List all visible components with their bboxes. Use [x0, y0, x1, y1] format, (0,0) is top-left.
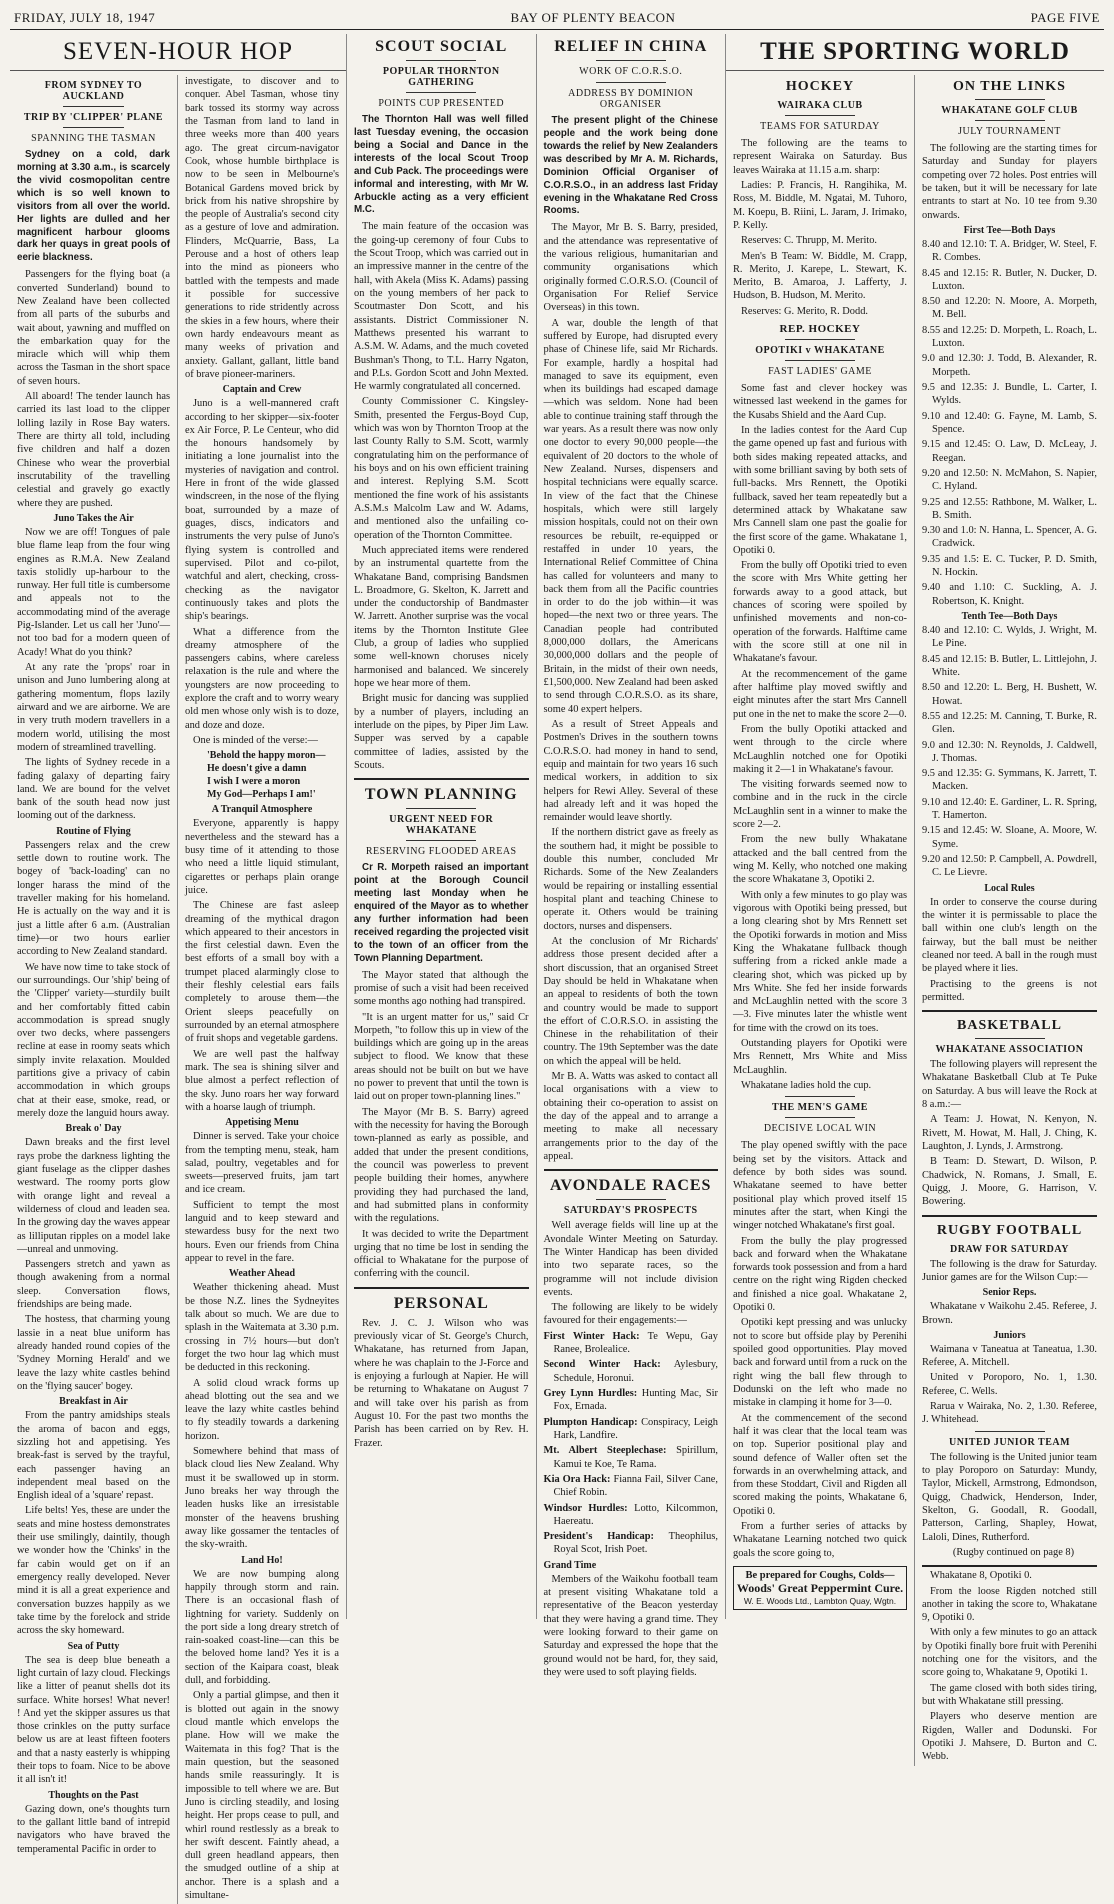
crosshead: Grand Time	[543, 1559, 597, 1571]
paragraph: Ladies: P. Francis, H. Rangihika, M. Ross, M. Biddle, M. Ngatai, M. Tuhoro, M. Koepu, B. Riini, L. Jaram, J. Irimako, P. Kelly.	[733, 179, 907, 231]
tee-time: 9.25 and 12.55: Rathbone, M. Walker, L. B. Smith.	[922, 496, 1097, 521]
avondale-headline: AVONDALE RACES	[550, 1177, 712, 1195]
links-column	[915, 75, 1104, 1766]
paragraph: As a result of Street Appeals and Postmen's Drives in the southern towns C.O.R.S.O. had money in hand to send, equip and maintain for two years 16 such medical workers, in addition to six helpers for Rewi Alley. Several of these had already left and it was hoped the remainder would leave shortly.	[543, 718, 718, 824]
paragraph: Passengers for the flying boat (a converted Sunderland) bound to New Zealand have been collected from all parts of the suburbs and wait about, yawning and muffled on the embarkation quay for the miracle which will whip them across the Tasman in the short space of seven hours.	[17, 269, 170, 387]
paragraph: The main feature of the occasion was the going-up ceremony of four Cubs to the Scout Troop, which was carried out in an impressive manner in the centre of the hall, with Akela (Miss K. Adams) passing on the young members of her pack to Scoutmaster Don Scott, and his assistants. District Commissioner N. Matthews presented his warrant to A.S.M. W. Adams, and the much coveted Bushman's Thong, to T.L. Harry Ngaton, and P.Ls. Gordon Scott and John Mexted. He warmly congratulated all concerned.	[354, 221, 529, 393]
race-name: Mt. Albert Steeplechase:	[543, 1445, 667, 1457]
hop-subhead-2: TRIP BY 'CLIPPER' PLANE	[23, 112, 164, 123]
links-subhead-2: JULY TOURNAMENT	[958, 126, 1061, 137]
crosshead: Senior Reps.	[982, 1287, 1037, 1299]
paragraph: Weather thickening ahead. Must be those N.Z. lines the Sydneyites talk about so much. We are due to splash in the Waitemata at 3.30 p.m. crossing in 7½ hours—but don't forget the two hour lag which must be deducted in this reckoning.	[185, 1282, 339, 1374]
tee-time: 9.20 and 12.50: P. Campbell, A. Powdrell, C. Le Lievre.	[922, 854, 1097, 879]
tee-time: 8.50 and 12.20: L. Berg, H. Bushett, W. Howat.	[922, 682, 1097, 707]
verse-line: My God—Perhaps I am!'	[207, 789, 316, 801]
divider	[63, 106, 124, 107]
divider	[785, 1117, 855, 1118]
scout-lead: The Thornton Hall was well filled last Tuesday evening, the occasion being a Social and Dance in the interests of the local Scout Troop and Cub Pack. The proceedings were informal and interesting, with Mr W. Arbuckle acting as a very efficient M.C.	[354, 114, 529, 216]
paragraph: Whakatane ladies hold the cup.	[741, 1080, 872, 1091]
paragraph: Players who deserve mention are Rigden, Waller and Dodunski. For Opotiki J. Mahsere, D. Burton and C. Webb.	[922, 1711, 1097, 1763]
paragraph: In order to conserve the course during the winter it is permissable to place the ball within one club's length on the fairway, but the ball must be neither cleaned nor teed. A ball in the rough must be played where it lies.	[922, 896, 1097, 975]
paragraph: Dawn breaks and the first level rays probe the darkness lighting the giant fuselage as the clipper dashes westward. The roomy ports glow with orange light and reveal a wilderness of cloud and leaden sea. In the growing day the waves appear as lilliputan ripples on a model lake—unreal and unmoving.	[17, 1137, 170, 1255]
crosshead: Weather Ahead	[228, 1268, 296, 1280]
paragraph: With only a few minutes to go an attack by Opotiki finally bore fruit with Perenihi notching one for the visitors, and the score going to, Whakatane 9, Opotiki 1.	[922, 1627, 1097, 1679]
race-tip	[544, 1473, 719, 1500]
crosshead: Appetising Menu	[225, 1117, 299, 1129]
race-name: Second Winter Hack:	[543, 1359, 661, 1371]
race-tip	[544, 1444, 719, 1471]
divider	[975, 99, 1045, 100]
town-subhead-1: URGENT NEED FOR WHAKATANE	[389, 814, 494, 837]
hockey-men-head: THE MEN'S GAME	[772, 1102, 868, 1114]
race-horses: Aylesbury, Schedule, Horonui.	[553, 1359, 718, 1384]
race-name: Kia Ora Hack:	[543, 1473, 611, 1485]
race-tip	[544, 1330, 719, 1357]
verse	[207, 749, 339, 801]
paragraph: Reserves: G. Merito, R. Dodd.	[741, 305, 868, 317]
sport-headline-box	[726, 34, 1104, 71]
divider	[785, 339, 855, 340]
paragraph: Some fast and clever hockey was witnessed last weekend in the games for the Kusabs Shield and the Aard Cup.	[733, 383, 907, 421]
hockey-match-head: OPOTIKI v WHAKATANE	[755, 345, 885, 357]
paragraph: It was decided to write the Department urging that no time be lost in sending the official to Whakatane for the purpose of conferring with the council.	[354, 1228, 529, 1280]
paragraph: The following is the United junior team to play Poroporo on Saturday: Mundy, Taylor, Mickell, Armstrong, Edmondson, Quigg, Chadwick, Henderson, Inder, Skelton, G. Goodall, R. Goodall, Patterson, Carling, Shapley, Howat, Laloli, Dines, Rutherford.	[922, 1451, 1097, 1543]
race-name: Grey Lynn Hurdles:	[543, 1388, 638, 1399]
paragraph: Whakatane v Waikohu 2.45. Referee, J. Brown.	[922, 1301, 1097, 1326]
paragraph: At any rate the 'props' roar in unison and Juno lumbering along at gathering momentum, flops lazily airward and we are airborne. We are in very truth modern travellers in a modern world, utilising the most modern of streamlined travelling.	[17, 662, 170, 753]
paragraph: Only a partial glimpse, and then it is blotted out again in the snowy cloud mantle which envelops the plane. How will we make the Waitemata in this fog? That is the main question, but the seasoned hands smile reassuringly. It is impossible to tell where we are. But Juno is circling steadily, and losing height. Her props cease to pull, and whirl round restlessly as a break to her swift descent. Faintly ahead, a dull green headland appears, then the smudged outline of a ship at anchor. There is a splash and a simultane-	[185, 1690, 339, 1902]
relief-subhead-2: ADDRESS BY DOMINION ORGANISER	[568, 88, 694, 110]
tee-time: 8.45 and 12.15: B. Butler, L. Littlejohn, J. White.	[922, 653, 1097, 678]
paragraph: investigate, to discover and to conquer. Abel Tasman, whose tiny bark tossed its stormy way across the Tasman from land to land in three weeks more than 400 years ago. The great circum-navigator Cook, whose humble birthplace is now to be seen in Melbourne's Botanical Gardens moved brick by brick from his native shropshire by the people of Australia's second city as a gesture of love and admiration. Flinders, McQuarrie, Bass, La Perouse and a host of others leap into the mind as pioneers who battled with the tempests and made it possible for successive generations to ride stridently across the skies in a few hours, where their own hardy endeavours meant as many weeks of privation and anxiety. Gallant, gallant, little band of brave pioneer-mariners.	[185, 76, 339, 380]
hockey-continued-box	[922, 1565, 1097, 1763]
divider	[975, 1038, 1045, 1039]
paragraph: What a difference from the dreamy atmosphere of the passengers cabins, where careless relaxation is the rule and where the youngsters are now proceeding to explore the craft and to worry weary old men whose only wish is to doze, and doze and doze.	[185, 626, 339, 731]
paragraph: From the bully the play progressed back and forward when the Whakatane forwards took possession and from a hard centre on the right wing Rigden checked and finished a nice goal. Whakatane 2, Opotiki 0.	[733, 1235, 907, 1314]
hop-subhead-1: FROM SYDNEY TO AUCKLAND	[44, 80, 143, 102]
paragraph: Much appreciated items were rendered by an instrumental quartette from the Whakatane Band, comprising Bandsmen L. Broadmore, G. Skelton, K. Jarrett and under the conductorship of Bandmaster W. Jarrett. Another surprise was the vocal items by the Thornton Institute Glee Club, a group of ladies who supplied some well-known choruses nicely harmonised and balanced. We sincerely hope we hear more of them.	[354, 544, 529, 689]
paragraph: At the recommencement of the game after halftime play moved swiftly and eight minutes after the start Mrs Cannell put one in the net to make the score 2—0.	[733, 668, 907, 720]
links-subhead-1: WHAKATANE GOLF CLUB	[941, 105, 1078, 116]
race-horses: Fianna Fail, Silver Cane, Chief Robin.	[553, 1473, 718, 1499]
tee-time: 9.35 and 1.5: E. C. Tucker, P. D. Smith, N. Hockin.	[922, 553, 1097, 579]
divider	[975, 1431, 1045, 1432]
paragraph: A war, double the length of that suffered by Europe, had disrupted every phase of Chinese life, said Mr Richards. For example, hardly a hospital had managed to save its equipment, even when its buildings had escaped damage—which was seldom. None had been able to continue training staff through the war years. As a result there was now only one doctor to every 90,000 people—the equivalent of 20 doctors to the whole of New Zealand. Nurses, dispensers and hospital technicians were equally scarce. In view of the fact that the Chinese hospitals, which were still largely mission hospitals, could not on their own resources be rebuilt, re-equipped or restaffed in under 10 years, the International Relief Committee of China has called for volunteers and many to back them from all the Pacific countries in order to do the job within—it was hoped—the next two or three years. The Canadian people had contributed 8,000,000 dollars, the Americans 30,000,000 dollars and the people of Britain, in the midst of their own needs, £1,500,000. New Zealand had been asked to send through C.O.R.S.O. as its share, some 40 expert helpers.	[543, 317, 718, 715]
town-subhead-2: RESERVING FLOODED AREAS	[365, 846, 517, 858]
crosshead: First Tee—Both Days	[963, 224, 1056, 236]
tee-time: 9.5 and 12.35: J. Bundle, L. Carter, I. Wylds.	[922, 382, 1097, 407]
divider	[596, 60, 666, 61]
paragraph: With only a few minutes to go play was vigorous with Opotiki being pressed, but a long clearing shot by Mrs Rennett set the Opotiki forwards in motion and Miss King the Whakatane fullback though suffering from a ricked ankle made a clearing shot, which was picked up by Mrs White. She fed her inside forwards and McLaughlin netted with the score 3—3. Five minutes later the whistle went for time with the crowd on its toes.	[733, 889, 907, 1034]
divider	[785, 360, 855, 361]
page-number: PAGE FIVE	[1030, 10, 1100, 25]
paragraph: Practising to the greens is not permitted.	[922, 978, 1097, 1003]
scout-subhead-1: POPULAR THORNTON GATHERING	[382, 66, 500, 88]
paragraph: Reserves: C. Thrupp, M. Merito.	[741, 235, 878, 247]
links-headline: ON THE LINKS	[953, 79, 1066, 94]
united-junior-head: UNITED JUNIOR TEAM	[948, 1436, 1071, 1448]
race-tip	[544, 1530, 719, 1557]
hockey-subhead-1: WAIRAKA CLUB	[777, 100, 863, 111]
paragraph: From the pantry amidships steals the aroma of bacon and eggs, sizzling hot and appetising. Yes break-fast is served by the trayful, each passenger having an independent meal based on the English ideal of a 'square' repast.	[17, 1410, 170, 1502]
divider	[596, 82, 666, 83]
paragraph: "It is an urgent matter for us," said Cr Morpeth, "to follow this up in view of the buildings which are going up in the areas subject to flood. We know that these areas should not be built on but we have no power to prevent that until the town is laid out on proper town-planning lines."	[354, 1011, 529, 1103]
rugby-box	[922, 1215, 1097, 1560]
race-name: President's Handicap:	[543, 1531, 654, 1543]
tee-time: 8.40 and 12.10: C. Wylds, J. Wright, M. Le Pine.	[922, 625, 1097, 650]
paragraph: From a further series of attacks by Whakatane Learning notched two quick goals the score going to,	[733, 1521, 907, 1559]
divider	[785, 1096, 855, 1097]
tee-time: 8.45 and 12.15: R. Butler, N. Ducker, D. Luxton.	[922, 267, 1097, 292]
paragraph: Sufficient to tempt the most languid and to keep steward and stewardess busy for the next two hours. Even our friends from China appear to revel in the fare.	[185, 1199, 339, 1264]
hockey-ladies-head: FAST LADIES' GAME	[768, 366, 872, 378]
paragraph: At the conclusion of Mr Richards' address those present decided after a short discussion, that an organised Street Day should be held in Whakatane when an appeal to residents of both the town and country would be made to support the effort of C.O.R.S.O. in assisting the Chinese in the rehabilitation of their country. The 19th September was the date on which the appeal will be held.	[543, 935, 718, 1067]
paragraph: The hostess, that charming young lassie in a neat blue uniform has already handed round copies of the 'Sydney Morning Herald' and we leave the lazy white castles behind on the 'flying saucer' bogey.	[17, 1314, 170, 1392]
paragraph: If the northern district gave as freely as the southern had, it might be possible to double this number, concluded Mr Richards. Some of the New Zealanders would be repairing or installing essential hospital plant and teaching Chinese to operate it. Others would be training doctors, nurses and dispensers.	[543, 827, 718, 932]
town-headline: TOWN PLANNING	[364, 786, 518, 804]
basketball-headline: BASKETBALL	[957, 1018, 1062, 1034]
paragraph: All aboard! The tender launch has carried its last load to the clipper lolling lazily in Rose Bay waters. There are thirty all told, including five children and half a dozen Chinese who wear the proverbial inscrutability of the travelling celestial and gravely go exactly where they are pushed.	[17, 391, 170, 509]
race-horses: Conspiracy, Leigh Hark, Landfire.	[553, 1416, 718, 1441]
hop-column-1	[10, 75, 178, 1904]
paragraph: The following are likely to be widely favoured for their engagements:—	[543, 1302, 718, 1327]
crosshead: Sea of Putty	[67, 1640, 120, 1652]
paragraph: A Team: J. Howat, N. Kenyon, N. Rivett, M. Howat, M. Hall, J. Ching, K. Laughton, J. Lynds, J. Armstrong.	[922, 1114, 1097, 1152]
rugby-headline: RUGBY FOOTBALL	[936, 1222, 1083, 1238]
personal-box	[354, 1287, 529, 1450]
paragraph: Life belts! Yes, these are under the seats and mine hostess demonstrates their use smilingly, daintily, though we wonder how the 'Chinks' in the far cabin would get on if an emergency really developed. Never mind it is all a great experience and conversation buzzes happily as we take time by the forelock and stride across the sky homeward.	[17, 1505, 170, 1637]
paragraph: The play opened swiftly with the pace being set by the visitors. Attack and defence by both sides was sound. Whakatane seemed to have better positional play which proved itself 15 minutes after the start, when Kingi the winger notched Whakatane's first goal.	[733, 1140, 907, 1232]
paragraph: Now we are off! Tongues of pale blue flame leap from the four wing engines as R.M.A. New Zealand taxis stolidly up-harbour to the runway. Her full title is cumbersome and appeals not to the accommodating mind of the average Pig-Islander. Let us call her 'Juno'—not too bad for a modern queen of Acady! What do you think?	[17, 526, 170, 658]
advert-product: Woods' Great Peppermint Cure.	[736, 1581, 904, 1595]
rep-hockey-head: REP. HOCKEY	[779, 323, 861, 336]
rugby-subhead: DRAW FOR SATURDAY	[950, 1243, 1069, 1255]
crosshead: A Tranquil Atmosphere	[211, 804, 313, 816]
paragraph: Passengers relax and the crew settle down to routine work. The bogey of 'back-loading' can no longer harass the mind of the traveller making for his homeland. He is actually on the way and it is just a little after 6 a.m. (Australian time)—or two hours earlier according to New Zealand standard.	[17, 839, 170, 958]
paragraph: The visiting forwards seemed now to combine and in the ruck in the circle McLaughlin sent in a winner to make the score 2—2.	[733, 779, 907, 831]
tee-time: 8.55 and 12.25: M. Canning, T. Burke, R. Glen.	[922, 710, 1097, 736]
divider	[63, 127, 124, 128]
paragraph: Gazing down, one's thoughts turn to the gallant little band of intrepid navigators who have braved the temperamental Pacific in order to	[17, 1803, 170, 1855]
paragraph: The following players will represent the Whakatane Basketball Club at Te Puke on Saturday. A bus will leave the Rock at 8 a.m.:—	[922, 1059, 1097, 1111]
race-tips	[544, 1330, 719, 1557]
town-planning-box	[354, 778, 529, 1281]
verse-line: 'Behold the happy moron—	[207, 750, 326, 762]
paragraph: Rev. J. C. J. Wilson who was previously vicar of St. George's Church, Whakatane, has returned from Japan, where he was chaplain to the J-Force and is enjoying a furlough at Napier. He will be returning to Whakatane on August 7 and will take over his parish as from August 10. For the past two months the Parish has been carried on by Rev. H. Frazer.	[354, 1317, 529, 1449]
basketball-box	[922, 1010, 1097, 1208]
paper-name: BAY OF PLENTY BEACON	[510, 10, 676, 25]
verse-line: I wish I were a moron	[207, 776, 301, 788]
race-tip	[544, 1387, 719, 1414]
race-name: Windsor Hurdles:	[543, 1502, 628, 1514]
divider	[785, 115, 855, 116]
paragraph: The following are the teams to represent Wairaka on Saturday. Bus leaves Wairaka at 11.15 a.m. sharp:	[733, 138, 907, 176]
paragraph: Men's B Team: W. Biddle, M. Crapp, R. Merito, J. Karepe, L. Stewart, K. Merito, B. Amaroa, J. Lafferty, J. Hudson, B. Hudson, M. Merito.	[733, 250, 907, 302]
hop-subhead-3: SPANNING THE TASMAN	[31, 133, 156, 144]
race-tip	[544, 1358, 719, 1385]
paragraph: County Commissioner C. Kingsley-Smith, presented the Fergus-Boyd Cup, which was won by Thornton Troop at the last County Rally to S.M. Scott, warmly congratulating him on the performance of his boys and on his own efficient training and interest. Replying S.M. Scott mentioned the fine work of his assistants A.S.M.s Malcolm Law and W. Adams, and mentioned also the unfailing co-operation of the Thornton Committee.	[354, 396, 529, 541]
divider	[406, 60, 476, 61]
scout-subhead-2: POINTS CUP PRESENTED	[378, 98, 505, 109]
section-sporting-world	[726, 34, 1104, 1763]
avondale-subhead: SATURDAY'S PROSPECTS	[563, 1205, 698, 1217]
hockey-headline: HOCKEY	[785, 79, 855, 94]
paragraph: Somewhere behind that mass of black cloud lies New Zealand. Why must it be swallowed up in storm. Juno breaks her way through the leaden husks like an irresistable monster of the heavens brushing away like gossamer the tentacles of the sky-wraith.	[185, 1446, 339, 1551]
town-lead: Cr R. Morpeth raised an important point at the Borough Council meeting last Monday when he enquired of the Mayor as to whether any further information had been received regarding the projected visit to the town of an officer from the Town Planning Department.	[354, 862, 529, 964]
crosshead: Local Rules	[984, 882, 1035, 894]
hop-lead: Sydney on a cold, dark morning at 3.30 a.m., is scarcely the vivid cosmopolitan centre which is so well known to visitors from all over the world. Her lights are dulled and her magnificent harbour glooms dark her quays in great pools of eerie blackness.	[17, 149, 170, 264]
hop-headline-box	[10, 34, 346, 71]
crosshead: Land Ho!	[241, 1554, 283, 1566]
paragraph: The Mayor stated that although the promise of such a visit had been received some months ago nothing had transpired.	[354, 969, 529, 1008]
relief-lead: The present plight of the Chinese people and the work being done towards the relief by New Zealanders was described by Mr A. M. Richards, Dominion Official Organiser of C.O.R.S.O., in an address last Friday evening in the Whakatane Red Cross Rooms.	[543, 115, 718, 217]
paragraph: Whakatane 8, Opotiki 0.	[930, 1570, 1032, 1582]
race-name: Plumpton Handicap:	[543, 1416, 638, 1428]
paragraph: Waimana v Taneatua at Taneatua, 1.30. Referee, A. Mitchell.	[922, 1343, 1097, 1369]
column-3	[347, 34, 537, 1619]
race-horses: Te Wepu, Gay Ranee, Brolealice.	[553, 1330, 718, 1356]
divider	[596, 1199, 666, 1200]
race-horses: Spirillum, Kamui te Koe, Te Rama.	[553, 1445, 718, 1470]
relief-headline: RELIEF IN CHINA	[554, 38, 708, 55]
paragraph: From the bully off Opotiki tried to even the score with Mrs White getting her forwards away to a good attack, but chances of scoring were spoiled by unfinished movements and non-co-operation of the forwards. Halftime came with the score still at one nil in Whakatane's favour.	[733, 560, 907, 665]
masthead	[10, 8, 1104, 30]
tee-time: 9.10 and 12.40: G. Fayne, M. Lamb, S. Spence.	[922, 410, 1097, 435]
sport-headline: THE SPORTING WORLD	[760, 38, 1070, 65]
divider	[406, 92, 476, 93]
paragraph: The lights of Sydney recede in a fading galaxy of departing fairy land. We are bound for the velvet bank of the south head now just looming out of the darkness.	[17, 757, 170, 822]
tee-time: 8.50 and 12.20: N. Moore, A. Morpeth, M. Bell.	[922, 296, 1097, 321]
paragraph: Rarua v Wairaka, No. 2, 1.30. Referee, J. Whitehead.	[922, 1401, 1097, 1426]
paragraph: The Chinese are fast asleep dreaming of the mythical dragon which appeared to their ancestors in the first celestial dawn. Even the best efforts of a small boy with a trumpet placed alarmingly close to their fleshly celestial ears fails completely to arouse them—the Orient sleeps peacefully on surrounded by an eternal atmosphere of fruit shops and vegetable gardens.	[185, 900, 339, 1045]
paragraph: The following is the draw for Saturday. Junior games are for the Wilson Cup:—	[922, 1258, 1097, 1283]
crosshead: Juniors	[993, 1329, 1026, 1341]
paragraph: Opotiki kept pressing and was unlucky not to score but offside play by Perenihi spoiled good opportunities. Play moved back and forward until from a ruck on the right wing the ball flew through to Dodunski on the left who made no mistake in clamping it home for 3—0.	[733, 1317, 907, 1409]
advert-address: W. E. Woods Ltd., Lambton Quay, Wgtn.	[743, 1596, 897, 1606]
crosshead: Tenth Tee—Both Days	[961, 611, 1058, 622]
paragraph: The Mayor, Mr B. S. Barry, presided, and the attendance was representative of the various religious, humanitarian and community organisations which originally formed C.O.R.S.O. (Council of Organisation For Relief Service Overseas) in this town.	[543, 222, 718, 314]
tee-time: 9.40 and 1.10: C. Suckling, A. J. Robertson, K. Knight.	[922, 582, 1097, 607]
paragraph: Everyone, apparently is happy nevertheless and the steward has a busy time of it attending to those who need a little liquid stimulant, cigarettes or perhaps plain orange juice.	[185, 818, 339, 896]
tee-time: 9.5 and 12.35: G. Symmans, K. Jarrett, T. Macken.	[922, 768, 1097, 793]
tee-time: 9.0 and 12.30: N. Reynolds, J. Caldwell, J. Thomas.	[922, 739, 1097, 764]
paragraph: From the bully Opotiki attacked and went through to the circle where McLaughlin notched one for Opotiki making it 2—1 in Whakatane's favour.	[733, 723, 907, 775]
tee-time: 9.20 and 12.50: N. McMahon, S. Napier, C. Hyland.	[922, 467, 1097, 493]
paragraph: From the loose Rigden notched still another in taking the score to, Whakatane 9, Opotiki 0.	[922, 1585, 1097, 1624]
column-4	[537, 34, 727, 1678]
basketball-subhead: WHAKATANE ASSOCIATION	[935, 1044, 1084, 1056]
paragraph: From the new bully Whakatane attacked and the ball centred from the wing M. Kelly, who notched one making the score Whakatane 3, Opotiki 2.	[733, 834, 907, 886]
tee-time: 8.55 and 12.25: D. Morpeth, L. Roach, L. Luxton.	[922, 324, 1097, 350]
paragraph: At the commencement of the second half it was clear that the local team was on top. Superior positional play and sound defence of Waller often set the forwards in an overwhelming attack, and from these Stoddart, Civil and Rigden all scored making the points, Whakatane 6, Opotiki 0.	[733, 1412, 907, 1517]
columns	[10, 34, 1104, 1902]
article-seven-hour-hop	[10, 34, 347, 1902]
tee-time: 9.15 and 12.45: W. Sloane, A. Moore, W. Syme.	[922, 825, 1097, 850]
paragraph: One is minded of the verse:—	[193, 735, 318, 746]
personal-headline: PERSONAL	[393, 1294, 489, 1312]
tenth-tee-list	[922, 624, 1097, 880]
hockey-decisive-head: DECISIVE LOCAL WIN	[763, 1123, 877, 1135]
paragraph: Mr B. A. Watts was asked to contact all local organisations with a view to obtaining their co-operation to assist on the day of the appeal and to arrange a meeting to make all necessary arrangements prior to the day of the appeal.	[543, 1071, 718, 1162]
race-horses: Lotto, Kilcommon, Haereatu.	[553, 1502, 718, 1527]
paragraph: The game closed with both sides tiring, but with Whakatane still pressing.	[922, 1682, 1097, 1707]
tee-time: 9.0 and 12.30: J. Todd, B. Alexander, R. Morpeth.	[922, 353, 1097, 378]
paragraph: Outstanding players for Opotiki were Mrs Rennett, Mrs White and Miss McLaughlin.	[733, 1038, 907, 1076]
paragraph: The following are the starting times for Saturday and Sunday for players competing over 72 holes. Post entries will be taken, but it will be necessary for late entrants to start at No. 10 tee from 9.30 onwards.	[922, 143, 1097, 221]
paragraph: We have now time to take stock of our surroundings. Our 'ship' being of the 'Clipper' variety—sturdily built and her comfortably fitted cabin accommodation is spread snugly over two decks, where passengers recline at ease in roomy seats which simply invite relaxation. Moulded partitions give a privacy of cabin accommodation in which groups chat at their ease, smoke, read, or merely doze the languid hours away.	[17, 961, 170, 1120]
advert-line: Be prepared for Coughs, Colds—	[745, 1570, 895, 1581]
paragraph: The Mayor (Mr B. S. Barry) agreed with the necessity for having the Borough town-planned as early as possible, and added that under the present conditions, the council was powerless to prevent people building their homes, anywhere providing they had purchased the land, and had submitted plans in conformity with the regulations.	[354, 1106, 529, 1225]
relief-subhead-1: WORK OF C.O.R.S.O.	[579, 66, 683, 77]
race-horses: Hunting Mac, Sir Fox, Ernada.	[553, 1388, 718, 1413]
crosshead: Break o' Day	[65, 1123, 122, 1135]
hockey-column	[726, 75, 915, 1766]
divider	[406, 808, 476, 809]
paragraph: The sea is deep blue beneath a light curtain of lazy cloud. Fleckings like a litter of peanut shells dot its surface. White horses! What never! ! And yet the skipper assures us that those crinkles on the putty surface below us are at least fifteen footers and that a nasty easterly is whipping their tops to foam. Nice to be above it all isn't it!	[17, 1654, 170, 1786]
paragraph: Well average fields will line up at the Avondale Winter Meeting on Saturday. The Winter Handicap has been divided into two separate races, so the programme will not include division events.	[543, 1220, 718, 1298]
paragraph: A solid cloud wrack forms up ahead blotting out the sea and we leave the lazy white castles behind to fly steadily towards a darkening horizon.	[185, 1377, 339, 1442]
tee-time: 9.30 and 1.0: N. Hanna, L. Spencer, A. G. Cradwick.	[922, 525, 1097, 550]
first-tee-list	[922, 238, 1097, 608]
woods-peppermint-advert	[733, 1566, 907, 1610]
avondale-box	[544, 1169, 719, 1679]
hop-column-2	[178, 75, 346, 1904]
divider	[975, 120, 1045, 121]
paragraph: We are now bumping along happily through storm and rain. There is an occasional flash of lightning for variety. Suddenly on the port side a long dreary stretch of rain-soaked coast-line—can this be the beloved home land? Yes it is a section of the Kaipara coast, bleak dull, and forbidding.	[185, 1568, 339, 1687]
divider	[406, 840, 476, 841]
verse-line: He doesn't give a damn	[207, 763, 307, 775]
paragraph: Juno is a well-mannered craft according to her skipper—six-footer ex Air Force, P. Le Centeur, who did the honours handsomely by initiating a lone journalist into the mysteries of navigation and control. Here in front of the wide glassed windscreen, in the nose of the flying boat, surrounded by a maze of guages, discs, indicators and instruments the very pulse of Juno's flying system is controlled and supervised. Pilot and co-pilot, watchful and alert, checking, cross-checking as the navigator continuously takes and plots the ship's bearings.	[185, 398, 339, 623]
tee-time: 9.10 and 12.40: E. Gardiner, L. R. Spring, T. Hamerton.	[922, 796, 1097, 822]
hockey-subhead-2: TEAMS FOR SATURDAY	[760, 121, 880, 132]
crosshead: Breakfast in Air	[59, 1396, 128, 1408]
paragraph: Bright music for dancing was supplied by a number of players, including an interlude on the pipes, by Piper Jim Law. Supper was served by a capable committee of ladies, assisted by the Scouts.	[354, 693, 529, 771]
crosshead: Captain and Crew	[222, 384, 302, 396]
issue-date: FRIDAY, JULY 18, 1947	[14, 10, 156, 25]
paragraph: B Team: D. Stewart, D. Wilson, P. Chadwick, N. Romans, J. Small, E. Quigg, J. Moore, G. Harrison, V. Bowering.	[922, 1156, 1097, 1208]
race-tip	[544, 1416, 719, 1443]
continuation-note: (Rugby continued on page 8)	[952, 1546, 1075, 1558]
race-tip	[544, 1502, 719, 1529]
paragraph: In the ladies contest for the Aard Cup the game opened up fast and furious with both sides making repeated attacks, and with some brilliant saving by both sets of full-backs. Mrs Rennett, the Opotiki fullback, saved her team repeatedly but a determined attack by Whakatane saw Mrs Cannell slam one past the goalie for the first score of the game. Whakatane 1, Opotiki 0.	[733, 425, 907, 556]
crosshead: Juno Takes the Air	[53, 512, 134, 524]
crosshead: Thoughts on the Past	[48, 1789, 139, 1801]
paragraph: Members of the Waikohu football team at present visiting Whakatane told a representative of the Beacon yesterday that they were having a grand time. They were looking forward to their game on Saturday and expressed the hope that the ground would not be hard, for, they said, they were used to soft playing fields.	[543, 1573, 718, 1678]
scout-headline: SCOUT SOCIAL	[375, 38, 508, 55]
race-name: First Winter Hack:	[543, 1330, 640, 1342]
race-horses: Theophilus, Royal Scot, Irish Poet.	[553, 1531, 718, 1556]
paragraph: United v Poroporo, No. 1, 1.30. Referee, C. Wells.	[922, 1372, 1097, 1397]
tee-time: 8.40 and 12.10: T. A. Bridger, W. Steel, F. R. Combes.	[922, 238, 1097, 264]
paragraph: Passengers stretch and yawn as though awakening from a normal sleep. Conversation flows, friendships are being made.	[17, 1259, 170, 1311]
paragraph: We are well past the halfway mark. The sea is shining silver and blue almost a perfect reflection of the sky. Juno roars her way forward with a hoarse laugh of triumph.	[185, 1048, 339, 1113]
hop-headline: SEVEN-HOUR HOP	[63, 38, 293, 65]
tee-time: 9.15 and 12.45: O. Law, D. McLeay, J. Reegan.	[922, 439, 1097, 464]
crosshead: Routine of Flying	[56, 825, 131, 837]
paragraph: Dinner is served. Take your choice from the tempting menu, steak, ham salad, poultry, vegetables and for sweets—preserved fruits, jam tart and ice cream.	[185, 1131, 339, 1196]
